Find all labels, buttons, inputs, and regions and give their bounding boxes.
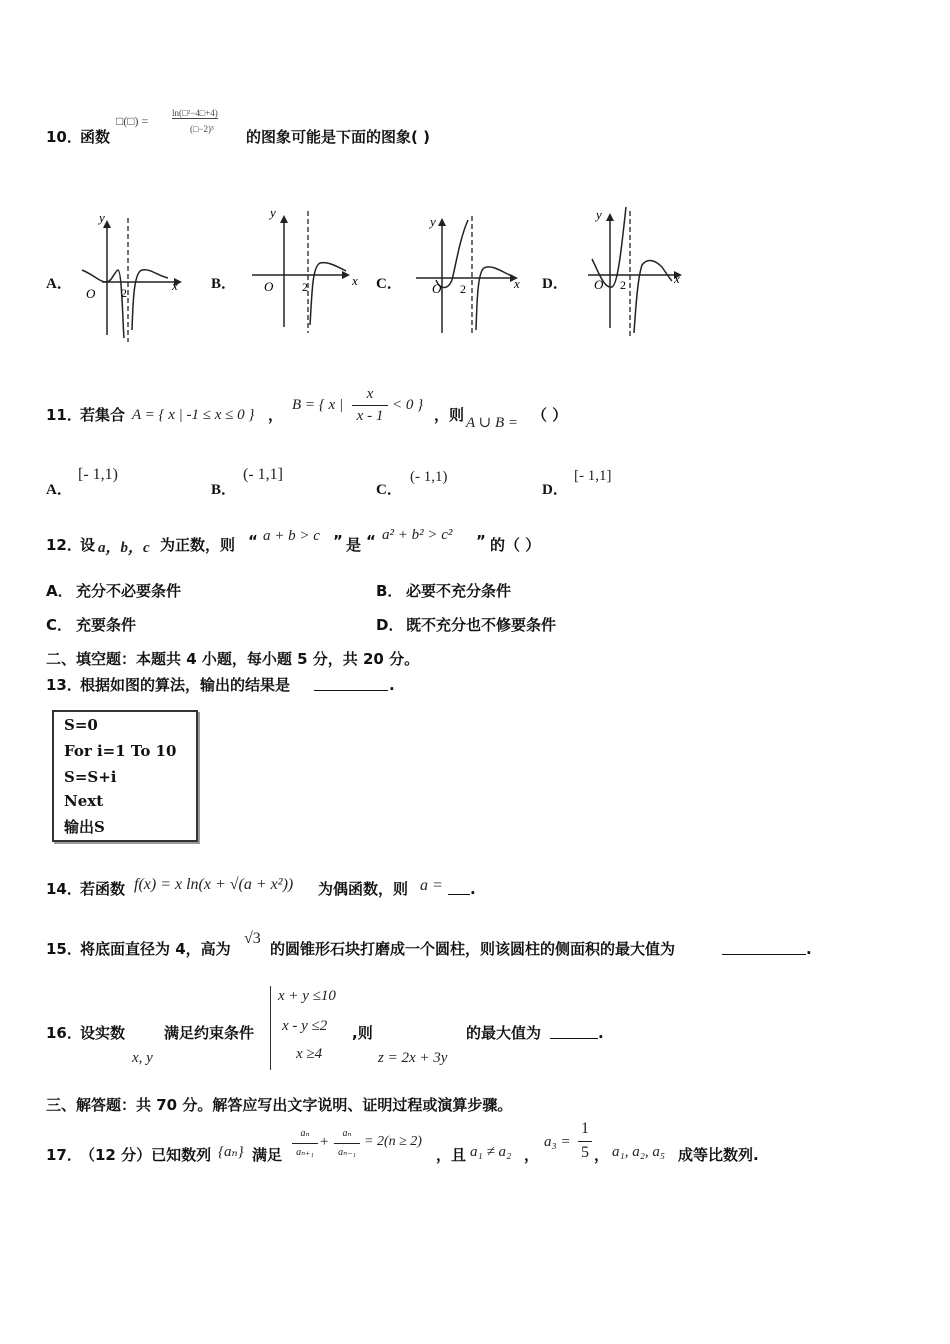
q11-option-a-label[interactable]: A． (46, 482, 72, 498)
q11-set-b-post: < 0 } (392, 397, 424, 413)
q11-number: 11． (46, 406, 82, 424)
q17-list: a₁, a₂, a₅ (612, 1144, 666, 1160)
x-label: x (674, 271, 680, 286)
q16-constraint-3: x ≥4 (296, 1046, 323, 1062)
q11-paren: （ ） (532, 406, 568, 424)
q14-answer-blank[interactable] (448, 880, 470, 895)
q16-text-a: 设实数 (80, 1024, 126, 1042)
q10-option-a-label[interactable]: A． (46, 276, 72, 292)
tick-label: 2 (302, 280, 308, 294)
q16-objective: z = 2x + 3y (378, 1050, 448, 1066)
origin-label: O (86, 286, 96, 301)
q11-option-b-label[interactable]: B． (211, 482, 237, 498)
q12-option-c-label[interactable]: C． (46, 616, 73, 634)
q11-lead: 若集合 (80, 406, 126, 424)
algorithm-box (52, 710, 198, 842)
curve-right (310, 263, 346, 325)
q10-option-b-label[interactable]: B． (211, 276, 237, 292)
q17-a3-num: 1 (581, 1120, 589, 1137)
graph-b[interactable] (250, 205, 370, 340)
y-arrow-icon (280, 215, 288, 223)
q11-union: A ∪ B = (466, 415, 518, 431)
q16-then: ,则 (352, 1024, 373, 1042)
q11-frac-bar (352, 405, 388, 406)
y-label: y (596, 207, 602, 222)
q11-option-d-value[interactable]: [- 1,1] (574, 468, 612, 484)
q12-option-d-label[interactable]: D． (376, 616, 404, 634)
q17-satisfy: 满足 (252, 1146, 283, 1164)
y-label: y (99, 210, 105, 225)
q17-a3: a₃ = (544, 1134, 571, 1150)
q14-number: 14． (46, 880, 82, 898)
q14-mid: 为偶函数，则 (318, 880, 409, 898)
q17-comma-2: ， (594, 1146, 610, 1164)
q12-quote-close-2: ” (476, 532, 486, 550)
code-line-3: S=S+i (64, 768, 117, 786)
q12-option-d-text[interactable]: 既不充分也不修要条件 (406, 616, 557, 634)
q12-vars: a，b，c (98, 540, 150, 556)
q12-tail: 的（ ） (490, 536, 541, 554)
origin-label: O (264, 279, 274, 294)
q11-option-c-value[interactable]: (- 1,1) (410, 469, 448, 485)
q12-cond1: a + b > c (263, 528, 320, 544)
q12-option-c-text[interactable]: 充要条件 (76, 616, 137, 634)
x-label: x (352, 273, 358, 288)
q17-and: ，且 (436, 1146, 467, 1164)
q15-end: . (806, 940, 812, 958)
code-line-5: 输出S (64, 818, 105, 836)
q12-number: 12． (46, 536, 82, 554)
q11-set-a: A = { x | -1 ≤ x ≤ 0 } (132, 407, 255, 423)
q14-end: . (470, 880, 476, 898)
q10-option-d-label[interactable]: D． (542, 276, 568, 292)
q13-end: . (389, 676, 395, 694)
q17-a3-den: 5 (581, 1144, 589, 1161)
q17-score: （12 分）已知数列 (80, 1146, 212, 1164)
q16-vars: x, y (132, 1050, 153, 1066)
origin-label: O (432, 281, 442, 296)
q16-text-c: 的最大值为 (466, 1024, 542, 1042)
q17-f2-den: aₙ₋₁ (338, 1147, 356, 1158)
q11-option-d-label[interactable]: D． (542, 482, 568, 498)
q15-text-b: 的圆锥形石块打磨成一个圆柱，则该圆柱的侧面积的最大值为 (270, 940, 676, 958)
q16-text-b: 满足约束条件 (164, 1024, 255, 1042)
q12-quote-open-1: “ (248, 532, 258, 550)
tick-label: 2 (121, 286, 127, 300)
q17-tail: 成等比数列. (678, 1146, 759, 1164)
q14-formula: f(x) = x ln(x + √(a + x²)) (134, 876, 294, 893)
curve-right (634, 261, 672, 333)
graph-a[interactable] (72, 210, 192, 345)
q16-answer-blank[interactable] (550, 1024, 598, 1039)
curve-right (132, 270, 168, 330)
q12-text-b: 为正数，则 (160, 536, 236, 554)
q16-number: 16． (46, 1024, 82, 1042)
x-arrow-icon (342, 271, 350, 279)
q15-sqrt: √3 (244, 930, 261, 947)
y-arrow-icon (606, 213, 614, 221)
q12-option-b-label[interactable]: B． (376, 582, 403, 600)
q12-text-a: 设 (80, 536, 96, 554)
q11-set-b-pre: B = { x | (292, 397, 344, 413)
curve-right (476, 267, 512, 330)
q10-tail: 的图象可能是下面的图象( ) (246, 128, 430, 146)
q10-formula-lhs: □(□) = (116, 114, 149, 128)
q17-rhs: = 2(n ≥ 2) (364, 1134, 422, 1149)
q12-option-a-label[interactable]: A． (46, 582, 73, 600)
q12-option-a-text[interactable]: 充分不必要条件 (76, 582, 182, 600)
q16-end: . (598, 1024, 604, 1042)
q12-quote-close-1: ” (333, 532, 343, 550)
origin-label: O (594, 277, 604, 292)
q14-lead: 若函数 (80, 880, 126, 898)
constraint-brace (270, 986, 271, 1070)
q17-neq: a₁ ≠ a₂ (470, 1144, 512, 1160)
q12-quote-open-2: “ (366, 532, 376, 550)
q17-f1-bar (292, 1143, 318, 1144)
section-2-heading: 二、填空题：本题共 4 小题，每小题 5 分，共 20 分。 (46, 650, 420, 668)
q17-comma-1: ， (524, 1146, 540, 1164)
q13-number: 13． (46, 676, 82, 694)
section-3-heading: 三、解答题：共 70 分。解答应写出文字说明、证明过程或演算步骤。 (46, 1096, 513, 1114)
graph-d[interactable] (584, 203, 704, 343)
q17-f2-bar (334, 1143, 360, 1144)
q11-then: ，则 (434, 406, 465, 424)
y-label: y (430, 214, 436, 229)
q11-option-b-value[interactable]: (- 1,1] (243, 466, 283, 483)
q11-comma: ， (268, 406, 284, 424)
q17-f1-den: aₙ₊₁ (296, 1147, 314, 1158)
q17-a3-bar (578, 1141, 592, 1142)
q11-option-c-label[interactable]: C． (376, 482, 402, 498)
q15-text-a: 将底面直径为 4，高为 (80, 940, 231, 958)
q17-plus: + (320, 1134, 329, 1150)
q10-formula-num: ln(□²−4□+4) (172, 108, 218, 118)
y-label: y (270, 205, 276, 220)
code-line-1: S=0 (64, 716, 98, 734)
q17-f1-num: aₙ (300, 1128, 310, 1139)
q11-set-b-den: x - 1 (356, 408, 384, 424)
q13-answer-blank[interactable] (314, 676, 388, 691)
q13-text: 根据如图的算法，输出的结果是 (80, 676, 291, 694)
q10-formula-den: (□−2)³ (190, 124, 214, 134)
q17-f2-num: aₙ (342, 1128, 352, 1139)
q12-option-b-text[interactable]: 必要不充分条件 (406, 582, 512, 600)
q12-cond2: a² + b² > c² (382, 527, 453, 543)
code-line-4: Next (64, 792, 104, 810)
curve-left (82, 270, 124, 338)
q11-set-b-num: x (366, 386, 374, 402)
y-arrow-icon (438, 218, 446, 226)
q12-is: 是 (346, 536, 362, 554)
x-label: x (514, 276, 520, 291)
tick-label: 2 (620, 278, 626, 292)
code-line-2: For i=1 To 10 (64, 742, 177, 760)
q16-constraint-1: x + y ≤10 (278, 988, 336, 1004)
x-label: x (172, 278, 178, 293)
q10-number: 10． (46, 128, 82, 146)
q17-seq: {aₙ} (218, 1144, 244, 1160)
tick-label: 2 (460, 282, 466, 296)
q15-answer-blank[interactable] (722, 940, 806, 955)
q11-option-a-value[interactable]: [- 1,1) (78, 466, 118, 483)
q10-option-c-label[interactable]: C． (376, 276, 402, 292)
q14-var: a = (420, 877, 443, 894)
q10-lead: 函数 (80, 128, 111, 146)
q16-constraint-2: x - y ≤2 (282, 1018, 328, 1034)
q15-number: 15． (46, 940, 82, 958)
q17-number: 17． (46, 1146, 82, 1164)
graph-c[interactable] (412, 208, 532, 343)
